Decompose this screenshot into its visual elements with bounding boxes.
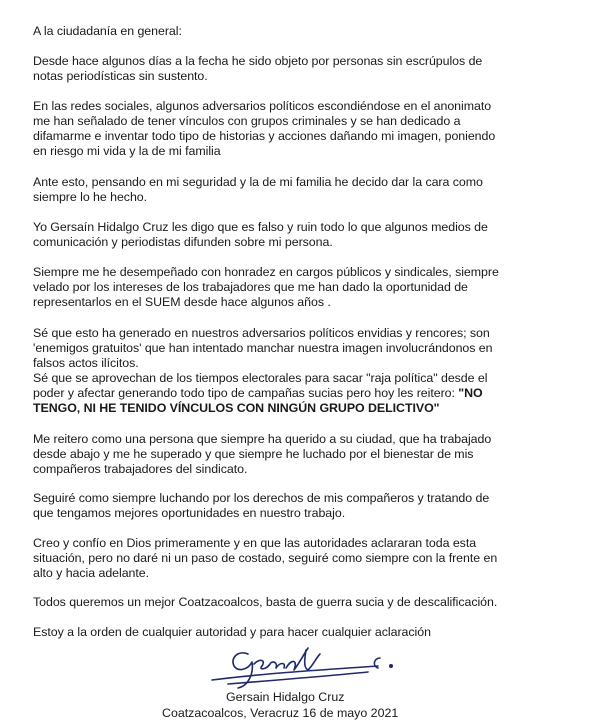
paragraph-12: Estoy a la orden de cualquier autoridad y para hacer cualquier aclaración: [33, 625, 431, 639]
paragraph-4: Yo Gersaín Hidalgo Cruz les digo que es falso y ruin todo lo que algunos medios de comunicación y periodistas difunden sobre mi persona.: [33, 220, 488, 249]
paragraph-6: Sé que esto ha generado en nuestros adversarios políticos envidias y rencores; son 'enemigos gratuitos' que han intentado manchar nuestra imagen involucrándonos en falsos actos ilícitos.: [33, 326, 493, 370]
paragraph-2: En las redes sociales, algunos adversarios políticos escondiéndose en el anonimato me han señalado de tener vínculos con grupos criminales y se han dedicado a difamarme e inventar todo tipo de historias y acciones dañando mi imagen, poniendo en riesgo mi vida y la de mi familia: [33, 99, 496, 158]
paragraph-3: Ante esto, pensando en mi seguridad y la de mi familia he decido dar la cara como siempre lo he hecho.: [33, 175, 483, 204]
emphasis-text: "NO: [458, 386, 483, 400]
paragraph-1: Desde hace algunos días a la fecha he sido objeto por personas sin escrúpulos de notas periodísticas sin sustento.: [33, 54, 483, 83]
signature-mark: [366, 650, 396, 676]
emphasis-statement: TENGO, NI HE TENIDO VÍNCULOS CON NINGÚN GRUPO DELICTIVO": [33, 401, 440, 415]
paragraph-10: Creo y confío en Dios primeramente y en que las autoridades aclararan toda esta situación, pero no daré ni un paso de costado, seguiré como siempre con la frente en alto y hacia adelante.: [33, 536, 498, 580]
paragraph-8: Me reitero como una persona que siempre ha querido a su ciudad, que ha trabajado desde abajo y me he superado y que siempre he luchado por el bienestar de mis compañeros trabajadores del sindicato.: [33, 432, 492, 476]
signatory-name: Gersain Hidalgo Cruz: [226, 690, 345, 704]
paragraph-7: Sé que se aprovechan de los tiempos electorales para sacar "raja política" desde el poder y afectar generando todo tipo de campañas sucias pero hoy les reitero: "NO TENGO, NI HE TENIDO VÍNCULOS CON NINGÚN GRUPO DELICTIVO": [33, 371, 578, 416]
paragraph-9: Seguiré como siempre luchando por los derechos de mis compañeros y tratando de que tengamos mejores oportunidades en nuestro trabajo.: [33, 491, 490, 520]
paragraph-5: Siempre me he desempeñado con honradez en cargos públicos y sindicales, siempre velado por los intereses de los trabajadores que me han dado la oportunidad de representarlos en el SUEM desde hace algunos años .: [33, 265, 499, 309]
paragraph-11: Todos queremos un mejor Coatzacoalcos, basta de guerra sucia y de descalificación.: [33, 595, 498, 609]
greeting: A la ciudadanía en general:: [33, 24, 182, 38]
place-and-date: Coatzacoalcos, Veracruz 16 de mayo 2021: [162, 706, 399, 720]
